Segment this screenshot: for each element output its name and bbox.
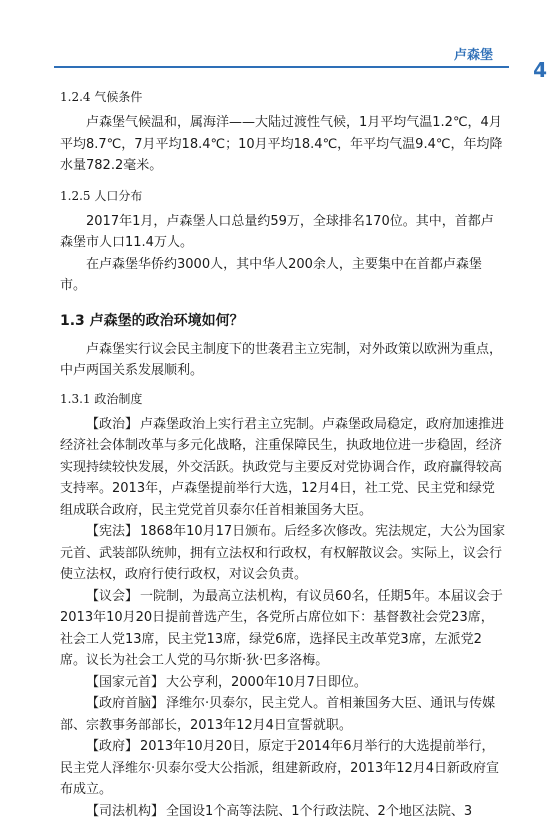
header-rule bbox=[54, 66, 509, 68]
page-number: 4 bbox=[533, 58, 547, 82]
heading-political-environment: 1.3 卢森堡的政治环境如何？ bbox=[60, 307, 506, 335]
heading-climate: 1.2.4 气候条件 bbox=[60, 86, 506, 108]
heading-political-system: 1.3.1 政治制度 bbox=[60, 388, 506, 410]
constitution-tag: 【宪法】 bbox=[86, 524, 138, 539]
judiciary-text: 全国设1个高等法院、1个行政法院、2个地区法院、3 bbox=[166, 804, 472, 819]
paragraph-constitution bbox=[60, 521, 506, 586]
head-of-state-text: 大公亨利，2000年10月7日即位。 bbox=[166, 675, 367, 690]
paragraph-judiciary bbox=[60, 801, 506, 822]
parliament-tag: 【议会】 bbox=[86, 589, 138, 604]
page-body bbox=[60, 86, 506, 822]
paragraph-parliament bbox=[60, 586, 506, 672]
running-header-title: 卢森堡 bbox=[454, 44, 493, 63]
paragraph-government bbox=[60, 736, 506, 801]
head-of-state-tag: 【国家元首】 bbox=[86, 675, 164, 690]
politics-tag: 【政治】 bbox=[86, 417, 138, 432]
judiciary-tag: 【司法机构】 bbox=[86, 804, 164, 819]
head-of-government-tag: 【政府首脑】 bbox=[86, 696, 164, 711]
paragraph-politics bbox=[60, 414, 506, 522]
paragraph-head-of-government bbox=[60, 693, 506, 736]
parliament-text: 一院制，为最高立法机构，有议员60名，任期5年。本届议会于2013年10月20日提前普选产生，各党所占席位如下：基督教社会党23席，社会工人党13席，民主党13席，绿党6席，选择民主改革党3席，左派党2席。议长为社会工人党的马尔斯·狄·巴多洛梅。 bbox=[60, 589, 503, 669]
head-of-government-text: 泽维尔·贝泰尔，民主党人。首相兼国务大臣、通讯与传媒部、宗教事务部部长，2013年12月4日宣誓就职。 bbox=[60, 696, 495, 733]
constitution-text: 1868年10月17日颁布。后经多次修改。宪法规定，大公为国家元首、武装部队统帅，拥有立法权和行政权，有权解散议会。实际上，议会行使立法权，政府行使行政权，对议会负责。 bbox=[60, 524, 505, 582]
paragraph-political-intro: 卢森堡实行议会民主制度下的世袭君主立宪制，对外政策以欧洲为重点，中卢两国关系发展顺利。 bbox=[60, 339, 506, 382]
paragraph-population-2: 在卢森堡华侨约3000人，其中华人200余人，主要集中在首都卢森堡市。 bbox=[60, 254, 506, 297]
politics-text: 卢森堡政治上实行君主立宪制。卢森堡政局稳定，政府加速推进经济社会体制改革与多元化战略，注重保障民生，执政地位进一步稳固，经济实现持续较快发展，外交活跃。执政党与主要反对党协调合作，政府赢得较高支持率。2013年，卢森堡提前举行大选，12月4日，社工党、民主党和绿党组成联合政府，民主党党首贝泰尔任首相兼国务大臣。 bbox=[60, 417, 504, 518]
heading-population: 1.2.5 人口分布 bbox=[60, 185, 506, 207]
paragraph-climate: 卢森堡气候温和，属海洋——大陆过渡性气候，1月平均气温1.2℃，4月平均8.7℃，7月平均18.4℃；10月平均18.4℃，年平均气温9.4℃，年均降水量782.2毫米。 bbox=[60, 112, 506, 177]
government-text: 2013年10月20日，原定于2014年6月举行的大选提前举行，民主党人泽维尔·贝泰尔受大公指派，组建新政府，2013年12月4日新政府宣布成立。 bbox=[60, 739, 499, 797]
paragraph-head-of-state bbox=[60, 672, 506, 694]
paragraph-population-1: 2017年1月，卢森堡人口总量约59万，全球排名170位。其中，首都卢森堡市人口11.4万人。 bbox=[60, 211, 506, 254]
government-tag: 【政府】 bbox=[86, 739, 138, 754]
